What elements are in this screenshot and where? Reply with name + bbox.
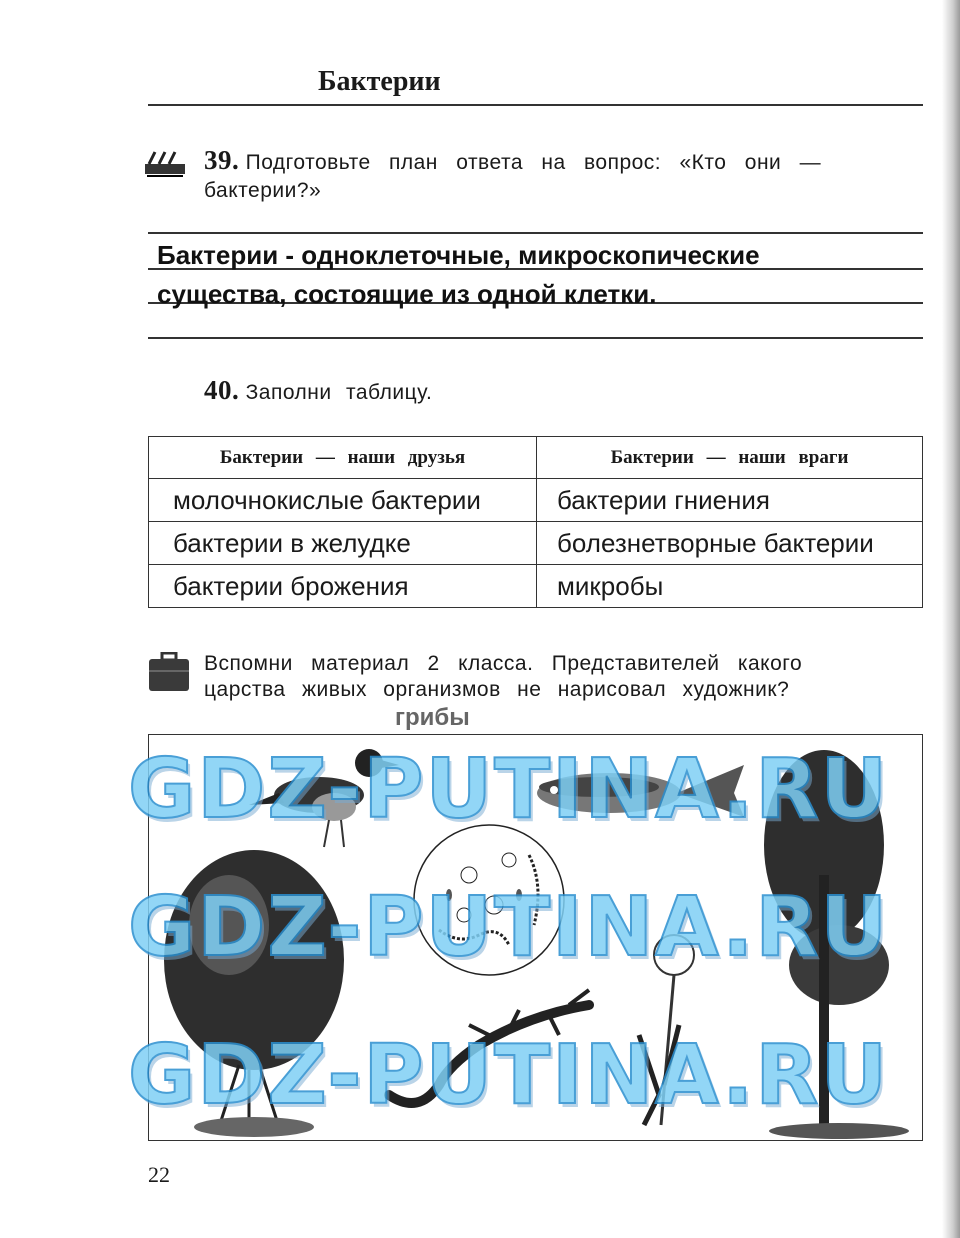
bacteria-table xyxy=(148,436,923,608)
page-number: 22 xyxy=(148,1162,170,1187)
scan-edge-shadow xyxy=(942,0,960,1238)
table-cell: бактерии гниения xyxy=(537,479,923,522)
table-cell: болезнетворные бактерии xyxy=(537,522,923,565)
table-cell: бактерии в желудке xyxy=(149,522,537,565)
watermark: GDZ-PUTINA.RU xyxy=(128,742,890,837)
watermark: GDZ-PUTINA.RU xyxy=(128,1028,890,1123)
table-row xyxy=(149,565,923,608)
section-title: Бактерии xyxy=(318,66,441,97)
answer-line xyxy=(148,337,923,339)
table-cell: бактерии брожения xyxy=(149,565,537,608)
writing-task-icon xyxy=(145,150,187,180)
answer-line xyxy=(148,232,923,234)
table-header-row xyxy=(149,437,923,479)
recall-answer: грибы xyxy=(395,704,470,731)
task-text: Подготовьте план ответа на вопрос: «Кто они — xyxy=(245,151,822,174)
task40-prompt xyxy=(204,375,432,406)
task-text: бактерии?» xyxy=(204,179,322,202)
task-number: 39. xyxy=(204,145,240,175)
column-header-enemies: Бактерии — наши враги xyxy=(537,437,923,479)
column-header-friends: Бактерии — наши друзья xyxy=(149,437,537,479)
table-row xyxy=(149,479,923,522)
watermark: GDZ-PUTINA.RU xyxy=(128,880,890,975)
divider xyxy=(148,104,923,106)
task-text: Вспомни материал 2 класса. Представителей какого xyxy=(204,652,803,675)
recall-prompt xyxy=(204,651,924,703)
answer-text: Бактерии - одноклеточные, микроскопические xyxy=(157,240,760,270)
task-number: 40. xyxy=(204,375,240,405)
task39-prompt xyxy=(204,146,924,205)
task-text: Заполни таблицу. xyxy=(245,381,433,404)
task-text: царства живых организмов не нарисовал художник? xyxy=(204,678,790,701)
table-cell: молочнокислые бактерии xyxy=(149,479,537,522)
answer-text: существа, состоящие из одной клетки. xyxy=(157,279,657,309)
table-row xyxy=(149,522,923,565)
table-cell: микробы xyxy=(537,565,923,608)
briefcase-icon xyxy=(148,652,190,692)
